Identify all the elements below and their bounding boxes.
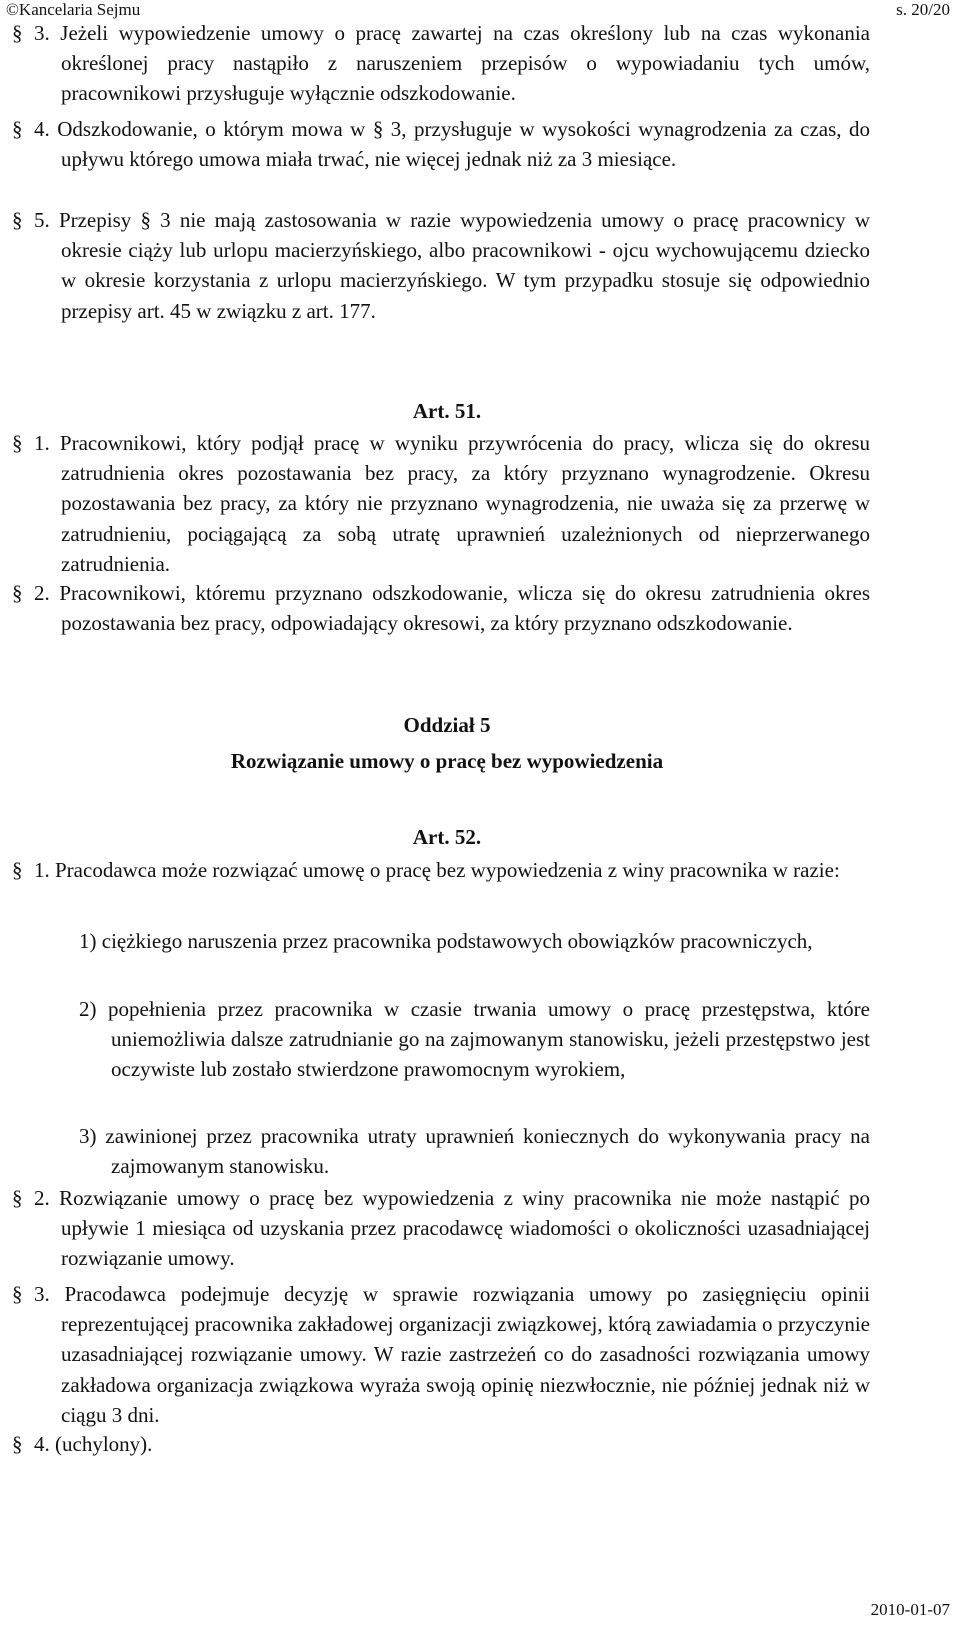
section-mark: § (12, 1282, 23, 1306)
list-item: 2) popełnienia przez pracownika w czasie trwania umowy o pracę przestępstwa, które uniemożliwia dalsze zatrudnianie go na zajmowanym stanowisku, jeżeli przestępstwo jest oczywiste lub zostało stwierdzone prawomocnym wyrokiem, (79, 997, 870, 1082)
article-51-title: Art. 51. (412, 399, 482, 423)
section-mark: § (12, 431, 23, 455)
division-subtitle: Rozwiązanie umowy o pracę bez wypowiedzenia (230, 749, 664, 773)
footer-date: 2010-01-07 (870, 1600, 950, 1619)
paragraph-art52-section-1 (12, 855, 870, 885)
article-52-title: Art. 52. (412, 825, 482, 849)
art52-section-4-text: 4. (uchylony). (34, 1432, 153, 1456)
section-mark: § (12, 858, 23, 882)
art52-section-1-text: 1. Pracodawca może rozwiązać umowę o pracę bez wypowiedzenia z winy pracownika w razie: (34, 858, 840, 882)
list-item: 1) ciężkiego naruszenia przez pracownika podstawowych obowiązków pracowniczych, (79, 929, 813, 953)
section-mark: § (12, 117, 23, 141)
section-5-text: 5. Przepisy § 3 nie mają zastosowania w razie wypowiedzenia umowy o pracę pracownicy w okresie ciąży lub urlopu macierzyńskiego, albo pracownikowi - ojcu wychowującemu dziecko w okresie korzystania z urlopu macierzyńskiego. W tym przypadku stosuje się odpowiednio przepisy art. 45 w związku z art. 177. (34, 208, 870, 323)
art51-section-1-text: 1. Pracownikowi, który podjął pracę w wyniku przywrócenia do pracy, wlicza się do okresu zatrudnienia okres pozostawania bez pracy, za który przyznano wynagrodzenie. Okresu pozostawania bez pracy, za który nie przyznano wynagrodzenia, nie uważa się za przerwę w zatrudnieniu, pociągającą za sobą utratę uprawnień uzależnionych od nieprzerwanego zatrudnienia. (34, 431, 870, 576)
paragraph-section-5 (12, 205, 870, 326)
paragraph-art51-section-2 (12, 578, 870, 638)
paragraph-art52-section-4 (12, 1429, 870, 1459)
list-item: 3) zawinionej przez pracownika utraty uprawnień koniecznych do wykonywania pracy na zajmowanym stanowisku. (79, 1124, 870, 1179)
section-mark: § (12, 1432, 23, 1456)
section-mark: § (12, 21, 23, 45)
section-mark: § (12, 1186, 23, 1210)
section-mark: § (12, 208, 23, 232)
paragraph-art51-section-1 (12, 428, 870, 579)
art51-section-2-text: 2. Pracownikowi, któremu przyznano odszkodowanie, wlicza się do okresu zatrudnienia okres pozostawania bez pracy, odpowiadający okresowi, za który przyznano odszkodowanie. (34, 581, 870, 636)
paragraph-section-4 (12, 114, 870, 174)
section-mark: § (12, 581, 23, 605)
section-4-text: 4. Odszkodowanie, o którym mowa w § 3, przysługuje w wysokości wynagrodzenia za czas, do upływu którego umowa miała trwać, nie więcej jednak niż za 3 miesiące. (34, 117, 870, 172)
paragraph-art52-section-2 (12, 1183, 870, 1274)
header-page-number: s. 20/20 (896, 0, 950, 19)
paragraph-art52-section-3 (12, 1279, 870, 1430)
art52-section-2-text: 2. Rozwiązanie umowy o pracę bez wypowiedzenia z winy pracownika nie może nastąpić po upływie 1 miesiąca od uzyskania przez pracodawcę wiadomości o okoliczności uzasadniającej rozwiązanie umowy. (34, 1186, 870, 1271)
section-3-text: 3. Jeżeli wypowiedzenie umowy o pracę zawartej na czas określony lub na czas wykonania określonej pracy nastąpiło z naruszeniem przepisów o wypowiadaniu tych umów, pracownikowi przysługuje wyłącznie odszkodowanie. (34, 21, 870, 106)
header-source: ©Kancelaria Sejmu (6, 0, 141, 19)
division-title: Oddział 5 (403, 713, 491, 737)
paragraph-section-3 (12, 18, 870, 109)
art52-section-3-text: 3. Pracodawca podejmuje decyzję w sprawie rozwiązania umowy po zasięgnięciu opinii reprezentującej pracownika zakładowej organizacji związkowej, którą zawiadamia o przyczynie uzasadniającej rozwiązanie umowy. W razie zastrzeżeń co do zasadności rozwiązania umowy zakładowa organizacja związkowa wyraża swoją opinię niezwłocznie, nie później jednak niż w ciągu 3 dni. (34, 1282, 870, 1427)
